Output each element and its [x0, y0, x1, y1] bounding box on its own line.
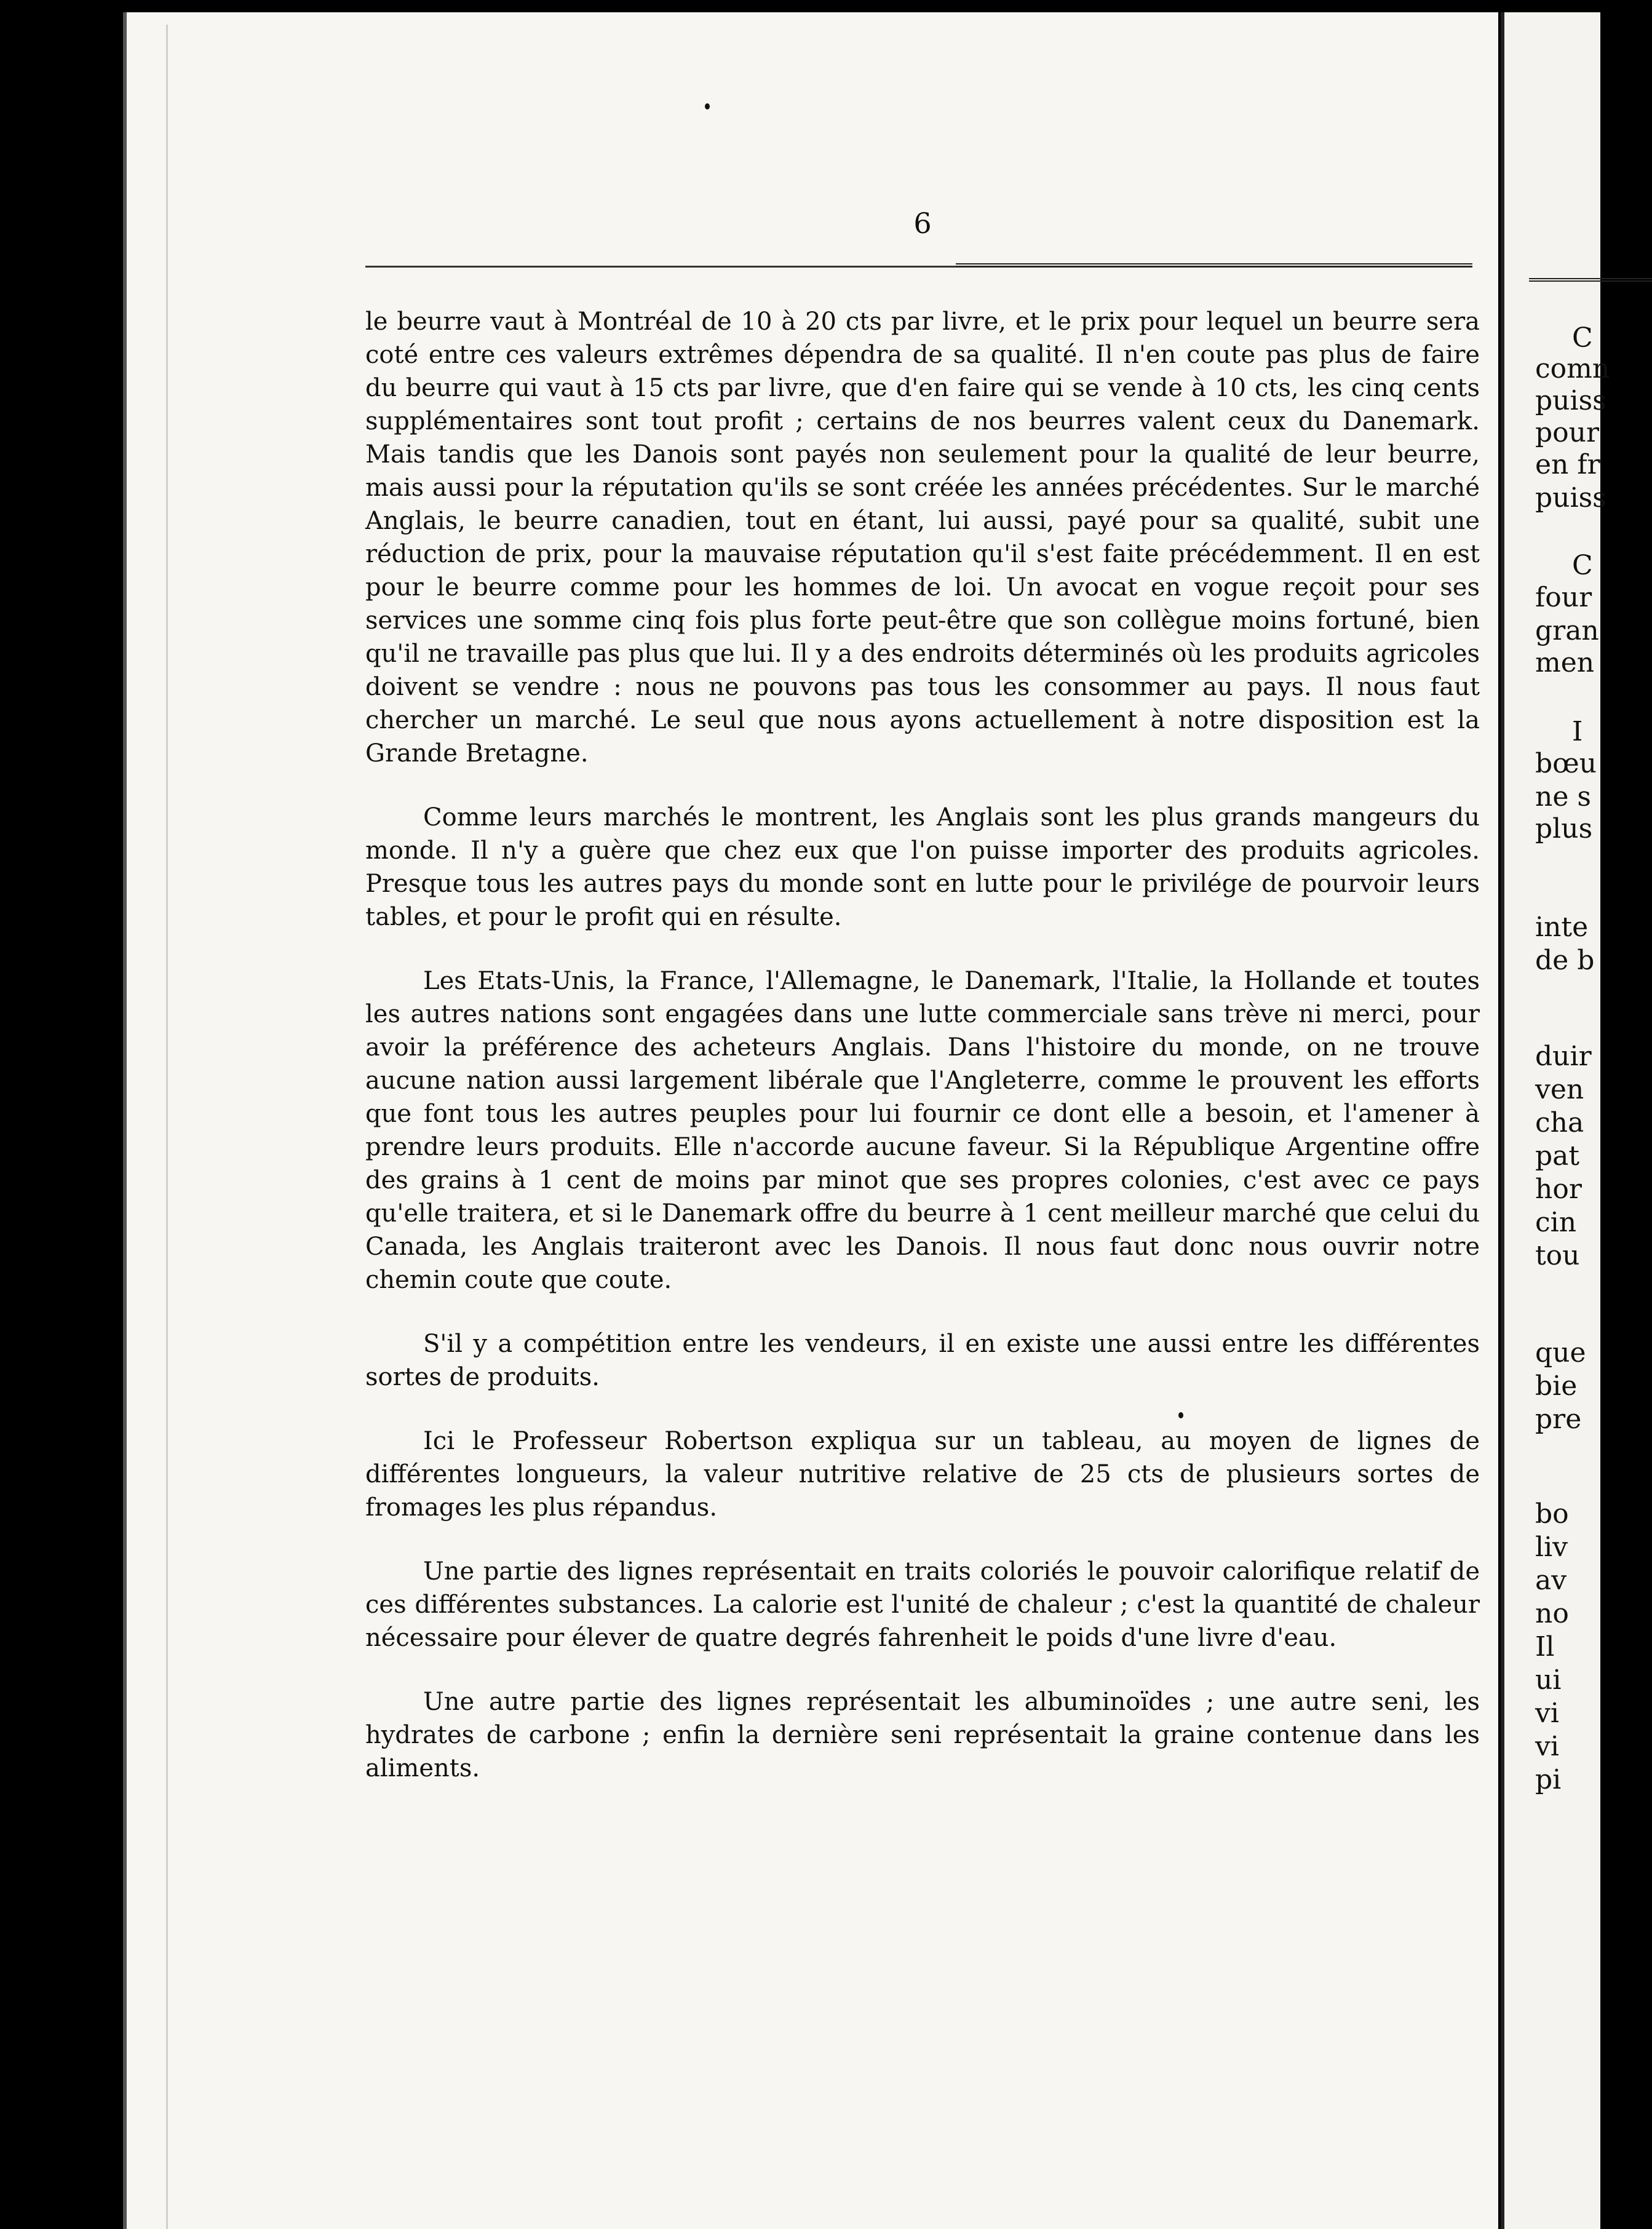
text-fragment: puiss — [1535, 385, 1606, 416]
text-fragment: cin — [1535, 1207, 1577, 1238]
header-rule — [365, 263, 1472, 274]
text-fragment: no — [1535, 1598, 1569, 1629]
text-fragment: gran — [1535, 615, 1599, 646]
text-fragment: C — [1572, 322, 1593, 354]
text-fragment: I — [1572, 716, 1583, 747]
paragraph: Ici le Professeur Robertson expliqua sur un tableau, au moyen de lignes de différentes longueurs, la valeur nutritive relative de 25 cts de plusieurs sortes de fromages les plus répandus. — [365, 1427, 1480, 1522]
ink-speck — [705, 103, 710, 109]
text-fragment: en fr — [1535, 449, 1600, 480]
text-fragment: four — [1535, 582, 1592, 613]
text-fragment: vi — [1535, 1731, 1559, 1762]
text-fragment: plus — [1535, 813, 1593, 844]
text-fragment: de b — [1535, 945, 1595, 976]
text-fragment: ven — [1535, 1074, 1584, 1105]
text-fragment: men — [1535, 647, 1595, 678]
text-fragment: ui — [1535, 1664, 1562, 1696]
text-fragment: av — [1535, 1565, 1567, 1596]
text-fragment: C — [1572, 550, 1593, 581]
body-text — [365, 305, 1480, 1816]
text-fragment: puiss — [1535, 482, 1606, 514]
text-fragment: tou — [1535, 1240, 1580, 1271]
paragraph: Les Etats-Unis, la France, l'Allemagne, le Danemark, l'Italie, la Hollande et toutes les autres nations sont engagées dans une lutte commerciale sans trève ni merci, pour avoir la préférence des acheteurs Anglais. Dans l'histoire du monde, on ne trouve aucune nation aussi largement libérale que l'Angleterre, comme le prouvent les efforts que font tous les autres peuples pour lui fournir ce dont elle a besoin, et l'amener à prendre leurs produits. Elle n'accorde aucune faveur. Si la République Argentine offre des grains à 1 cent de moins par minot que ses propres colonies, c'est avec ce pays qu'elle traitera, et si le Danemark offre du beurre à 1 cent meilleur marché que celui du Canada, les Anglais traiteront avec les Danois. Il nous faut donc nous ouvrir notre chemin coute que coute. — [365, 967, 1480, 1294]
page-number: 6 — [913, 207, 932, 240]
text-fragment: pour — [1535, 417, 1600, 448]
text-fragment: hor — [1535, 1174, 1582, 1205]
text-fragment: comn — [1535, 353, 1610, 384]
text-fragment: duir — [1535, 1041, 1592, 1072]
text-fragment: pat — [1535, 1140, 1580, 1172]
text-fragment: bie — [1535, 1370, 1578, 1402]
paragraph: S'il y a compétition entre les vendeurs, il en existe une aussi entre les différentes sortes de produits. — [365, 1330, 1480, 1391]
text-fragment: bœu — [1535, 748, 1597, 779]
text-fragment: ne s — [1535, 781, 1591, 813]
text-fragment: inte — [1535, 912, 1589, 943]
text-fragment: pi — [1535, 1764, 1562, 1795]
page-edge — [166, 25, 168, 2229]
adjacent-page-rule — [1529, 278, 1652, 282]
adjacent-page — [1501, 12, 1610, 2229]
text-fragment: vi — [1535, 1698, 1559, 1729]
paragraph: Comme leurs marchés le montrent, les Anglais sont les plus grands mangeurs du monde. Il n'y a guère que chez eux que l'on puisse importer des produits agricoles. Presque tous les autres pays du monde sont en lutte pour le privilége de pourvoir leurs tables, et pour le profit qui en résulte. — [365, 803, 1480, 931]
paragraph: Une autre partie des lignes représentait les albuminoïdes ; une autre seni, les hydrates de carbone ; enfin la dernière seni représentait la graine contenue dans les aliments. — [365, 1688, 1480, 1782]
text-fragment: cha — [1535, 1107, 1584, 1138]
text-fragment: Il — [1535, 1631, 1555, 1663]
text-fragment: pre — [1535, 1404, 1582, 1435]
text-fragment: bo — [1535, 1498, 1569, 1530]
text-fragment: liv — [1535, 1532, 1568, 1563]
header-rule-thick — [956, 263, 1472, 276]
text-fragment: que — [1535, 1337, 1586, 1369]
paragraph: le beurre vaut à Montréal de 10 à 20 cts par livre, et le prix pour lequel un beurre sera coté entre ces valeurs extrêmes dépendra de sa qualité. Il n'en coute pas plus de faire du beurre qui vaut à 15 cts par livre, que d'en faire qui se vende à 10 cts, les cinq cents supplémentaires sont tout profit ; certains de nos beurres valent ceux du Danemark. Mais tandis que les Danois sont payés non seulement pour la qualité de leur beurre, mais aussi pour la réputation qu'ils se sont créée les années précédentes. Sur le marché Anglais, le beurre canadien, tout en étant, lui aussi, payé pour sa qualité, subit une réduction de prix, pour la mauvaise réputation qu'il s'est faite précédemment. Il en est pour le beurre comme pour les hommes de loi. Un avocat en vogue reçoit pour ses services une somme cinq fois plus forte peut-être que son collègue moins fortuné, bien qu'il ne travaille pas plus que lui. Il y a des endroits déterminés où les produits agricoles doivent se vendre : nous ne pouvons pas tous les consommer au pays. Il nous faut chercher un marché. Le seul que nous ayons actuellement à notre disposition est la Grande Bretagne. — [365, 308, 1480, 768]
paragraph: Une partie des lignes représentait en traits coloriés le pouvoir calorifique relatif de ces différentes substances. La calorie est l'unité de chaleur ; c'est la quantité de chaleur nécessaire pour élever de quatre degrés fahrenheit le poids d'une livre d'eau. — [365, 1557, 1480, 1652]
